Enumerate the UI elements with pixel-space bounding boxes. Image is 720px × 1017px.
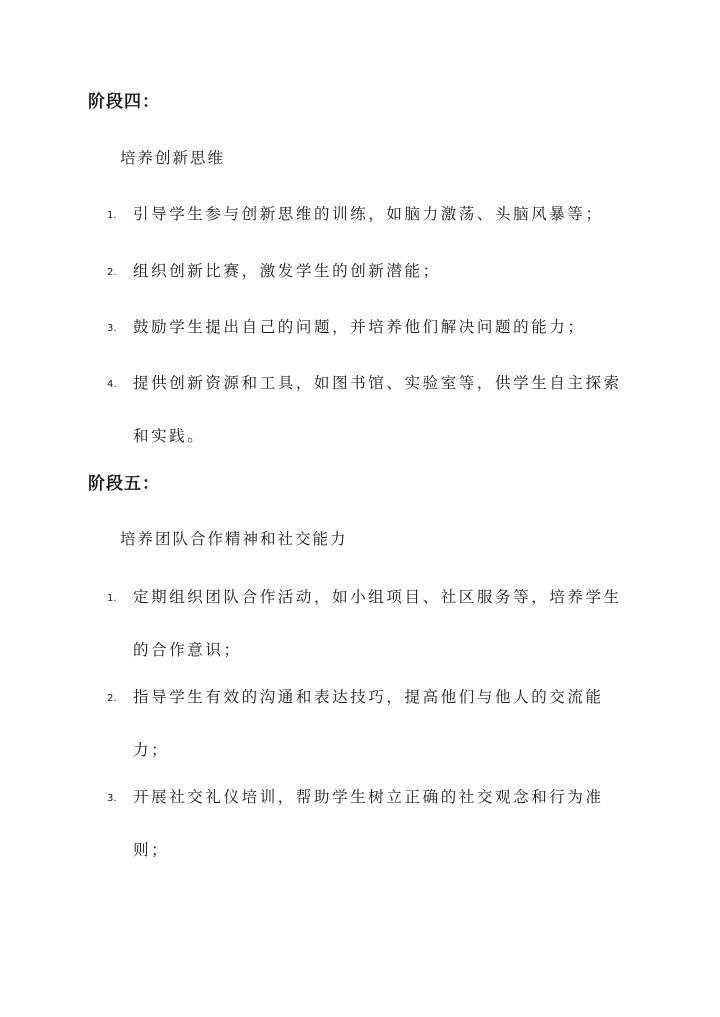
- list-item-text: 组织创新比赛，激发学生的创新潜能；: [133, 262, 441, 280]
- list-item-number: 1.: [107, 210, 117, 221]
- list-item-number: 4.: [107, 379, 117, 390]
- list-item-number: 3.: [107, 323, 117, 334]
- stage-title: 阶段五：: [88, 474, 160, 494]
- list-item-number: 1.: [107, 593, 117, 604]
- list-item-text: 引导学生参与创新思维的训练，如脑力激荡、头脑风暴等；: [133, 205, 604, 223]
- list-item-number: 2.: [107, 267, 117, 278]
- stage-subtitle: 培养团队合作精神和社交能力: [120, 530, 348, 548]
- list-item-number: 2.: [107, 693, 117, 704]
- list-item-text: 开展社交礼仪培训，帮助学生树立正确的社交观念和行为准则；: [133, 788, 604, 859]
- list-item-text: 定期组织团队合作活动，如小组项目、社区服务等，培养学生的合作意识；: [133, 588, 622, 659]
- list-item-text: 鼓励学生提出自己的问题，并培养他们解决问题的能力；: [133, 318, 586, 336]
- stage-title: 阶段四：: [88, 92, 160, 112]
- list-item-number: 3.: [107, 793, 117, 804]
- list-item-text: 提供创新资源和工具，如图书馆、实验室等，供学生自主探索和实践。: [133, 374, 622, 445]
- stage-subtitle: 培养创新思维: [120, 149, 226, 167]
- list-item-text: 指导学生有效的沟通和表达技巧，提高他们与他人的交流能力；: [133, 688, 604, 759]
